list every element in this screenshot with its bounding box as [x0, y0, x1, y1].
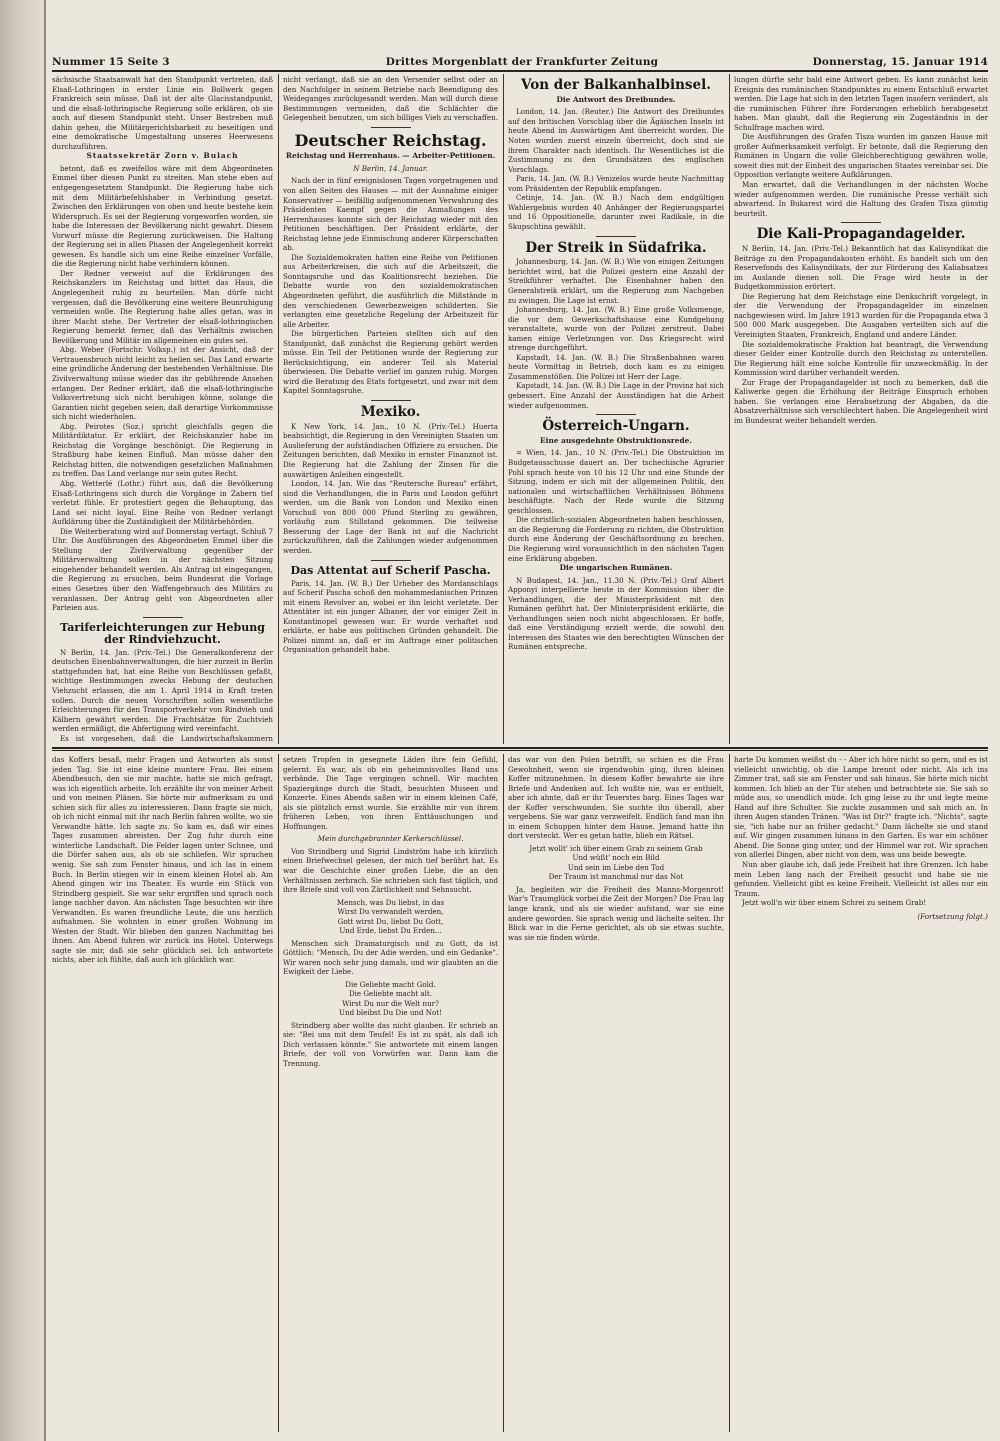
paragraph: setzen Tropfen in gesegnete Läden ihre fein Gefühl, gelernt. Es war, als ob ein geheimnisvolles Band uns verbände. Die Tage vergingen schnell. Wir machten Spaziergänge durch die Stadt, besuchten Museen und Konzerte. Eines Abends saßen wir in einem kleinen Café, als sie plötzlich ernst wurde. Sie erzählte mir von ihrem früheren Leben, von ihren Enttäuschungen und Hoffnungen.: [283, 755, 498, 831]
section-divider: [371, 400, 411, 401]
article-headline: Die Kali-Propagandagelder.: [756, 226, 966, 243]
poem-line: Und sein im Liebe den Tod: [567, 862, 665, 872]
article-headline: Der Streik in Südafrika.: [525, 239, 707, 256]
paragraph: Die Sozialdemokraten hatten eine Reihe von Petitionen aus Arbeiterkreisen, die sich auf die Arbeitszeit, die Sonntagsruhe und das Koalitionsrecht beziehen. Die Debatte wurde von den sozialdemokratischen Abgeordneten geführt, die ausführlich die Mißstände in den verschiedenen Gewerbezweigen schilderten. Sie verlangten eine gesetzliche Regelung der Arbeitszeit für alle Arbeiter.: [283, 252, 498, 329]
paragraph: das war von den Polen betrifft, so schien es die Frau Gewohnheit, wenn sie irgendwohin ging, ihren kleinen Koffer mitzunehmen. In diesem Koffer bewahrte sie ihre Briefe und Andenken auf. Ich wußte nie, was er enthielt, aber ich ahnte, daß er ihr Teuerstes barg. Eines Tages war der Koffer verschwunden. Sie suchte ihn überall, aber vergebens. Sie war ganz verzweifelt. Endlich fand man ihn in einem Schuppen hinter dem Hause. Jemand hatte ihn dort versteckt. Wer es getan hatte, blieb ein Rätsel.: [508, 755, 724, 841]
paragraph: Strindberg aber wollte das nicht glauben. Er schrieb an sie: "Bei uns mit dem Teufel! Es ist zu spät, als daß ich Dich verlassen könnte." Sie antwortete mit einem langen Briefe, der voll von Vorwürfen war. Dann kam die Trennung.: [283, 1020, 498, 1069]
paragraph: Johannesburg, 14. Jan. (W. B.) Eine große Volksmenge, die vor dem Gewerkschaftshause eine Kundgebung veranstaltete, wurde von der Polizei zerstreut. Dabei kamen einige Verletzungen vor. Das Kriegsrecht wird strenge durchgeführt.: [508, 305, 724, 353]
poem-line: Die Geliebte macht alt.: [348, 989, 433, 999]
poem-line: Jetzt wollt' ich über einem Grab zu seinem Grab: [529, 843, 703, 853]
paragraph: N Berlin, 14. Jan. (Priv.-Tel.) Die Generalkonferenz der deutschen Eisenbahnverwaltungen, die hier zurzeit in Berlin stattgefunden hat, hat eine Reihe von Beschlüssen gefaßt, wichtige Bestimmungen zwecks Hebung der deutschen Viehzucht erlassen, die am 1. April 1914 in Kraft treten sollen. Durch die neuen Vorschriften sollen wesentliche Erleichterungen für den Transportverkehr von Rindvieh und Kälbern gewährt werden. Die Frachtsätze für Zuchtvieh werden ermäßigt, die Abfertigung wird vereinfacht.: [52, 647, 273, 734]
paragraph: Nach der in fünf ereignislosen Tagen vorgetragenen und von allen Seiten des Hauses — mit der Ausnahme einiger Konservativer — beifällig aufgenommenen Verwahrung des Präsidenten Kaempf gegen die Anmaßungen des Herrenhauses konnte sich der Reichstag wieder mit den Petitionen beschäftigen. Der Präsident erklärte, der Reichstag lehne jede Einmischung anderer Körperschaften ab.: [283, 176, 498, 253]
poem-line: Wirst Du nur die Welt nur?: [342, 998, 439, 1008]
poem-line: Gott wirst Du, liebst Du Gott,: [337, 916, 444, 926]
column-rule: [503, 754, 504, 1432]
section-divider: [371, 127, 411, 128]
column-rule: [503, 74, 504, 744]
article-column-1: [52, 75, 273, 743]
paragraph: lungen dürfte sehr bald eine Antwort geben. Es kann zunächst kein Ereignis des rumänischen Standpunktes zu einem Entschluß erwartet werden. Die Lage hat sich in den letzten Tagen insofern verändert, als die rumänischen Führer ihre Forderungen erheblich herabgesetzt haben. Man glaubt, daß die Regierung ein Zugeständnis in der Schulfrage machen wird.: [734, 75, 988, 132]
paragraph: London, 14. Jan. (Reuter.) Die Antwort des Dreibundes auf den britischen Vorschlag über die Ägäischen Inseln ist heute Abend im Auswärtigen Amt überreicht worden. Die Noten wurden zuerst einzeln überreicht, doch sind sie ihrem Charakter nach identisch. Ihr Wesentliches ist die Zustimmung zu den Grundsätzen des englischen Vorschlags.: [508, 107, 724, 174]
poem-line: Wirst Du verwandelt werden,: [337, 907, 444, 917]
continuation-note: (Fortsetzung folgt.): [917, 911, 988, 921]
paragraph: Man erwartet, daß die Verhandlungen in der nächsten Woche wieder aufgenommen werden. Die rumänische Presse verhält sich abwartend. In Bukarest wird die Haltung des Grafen Tisza günstig beurteilt.: [734, 180, 988, 218]
paragraph: Zur Frage der Propagandagelder ist noch zu bemerken, daß die Kaliwerke gegen die Erhöhung der Beiträge Einspruch erhoben haben. Sie verlangen eine Herabsetzung der Abgaben, da die Absatzverhältnisse sich verschlechtert haben. Die Angelegenheit wird im Bundesrat weiter behandelt werden.: [734, 377, 988, 425]
poem-line: Und bleibst Du Die und Not!: [339, 1008, 442, 1018]
poem-stanza: [508, 844, 724, 882]
article-subheading: Reichstag und Herrenhaus. — Arbeiter-Petitionen.: [285, 151, 496, 161]
article-headline: Deutscher Reichstag.: [294, 130, 487, 150]
section-divider: [841, 222, 881, 223]
feuilleton-column-4: [734, 755, 988, 1431]
paragraph: K New York, 14. Jan., 10 N. (Priv.-Tel.) Huerta beabsichtigt, die Regierung in den Vereinigten Staaten um Auslieferung der aufständischen Offiziere zu ersuchen. Die Zeitungen berichten, daß Mexiko in ernster Finanznot ist. Die Regierung hat die Zahlung der Zinsen für die auswärtigen Anleihen eingestellt.: [283, 421, 498, 479]
feuilleton-column-1: [52, 755, 273, 1431]
paragraph: Paris, 14. Jan. (W. B.) Venizelos wurde heute Nachmittag vom Präsidenten der Republik empfangen.: [508, 174, 724, 193]
paragraph: Die Weiterberatung wird auf Donnerstag vertagt. Schluß 7 Uhr. Die Ausführungen des Abgeordneten Emmel über die Stellung der Zivilverwaltung gegenüber der Militärverwaltung sollen in der nächsten Sitzung eingehender behandelt werden. Als Antrag ist eingegangen, die Regierung zu ersuchen, beim Bundesrat die Vorlage eines Gesetzes über den Waffengebrauch des Militärs zu veranlassen. Der Antrag geht von Abgeordneten aller Parteien aus.: [52, 526, 273, 613]
paragraph: Cetinje, 14. Jan. (W. B.) Nach dem endgültigen Wahlergebnis wurden 40 Anhänger der Regierungspartei und 16 Oppositionelle, darunter zwei Radikale, in die Skupschtina gewählt.: [508, 193, 724, 231]
poem-line: Und wüßt' noch ein Bild: [572, 853, 660, 863]
poem-line: Und Erde, liebst Du Erden...: [339, 926, 442, 936]
issue-date: Donnerstag, 15. Januar 1914: [812, 56, 988, 68]
article-headline: Tariferleichterungen zur Hebung der Rindviehzucht.: [60, 620, 265, 646]
section-divider: [371, 560, 411, 561]
masthead-rule: [52, 70, 988, 72]
paragraph: Die christlich-sozialen Abgeordneten haben beschlossen, an die Regierung die Forderung zu richten, die Obstruktion durch eine Änderung der Geschäftsordnung zu brechen. Die Regierung wird voraussichtlich in den nächsten Tagen eine Erklärung abgeben.: [508, 515, 724, 563]
section-subtitle: Mein durchgebrannter Kerkerschlüssel.: [317, 834, 464, 844]
article-column-4: [734, 75, 988, 743]
paragraph: Die Regierung hat dem Reichstage eine Denkschrift vorgelegt, in der die Verwendung der Propagandagelder im einzelnen nachgewiesen wird. Im Jahre 1913 wurden für die Propaganda etwa 3 500 000 Mark ausgegeben. Die Ausgaben verteilten sich auf die Vereinigten Staaten, Frankreich, England und andere Länder.: [734, 291, 988, 339]
paragraph: N Berlin, 14. Jan. (Priv.-Tel.) Bekanntlich hat das Kalisyndikat die Beiträge zu den Propagandakosten erhöht. Es handelt sich um den Reservefonds des Kalisyndikats, der zur Förderung des Kaliabsatzes im Auslande dienen soll. Die Frage wird heute in der Budgetkommission erörtert.: [734, 244, 988, 292]
section-divider: [143, 617, 183, 618]
column-rule: [729, 754, 730, 1432]
poem-stanza: [283, 898, 498, 936]
feuilleton-divider: [52, 747, 988, 749]
column-rule: [278, 74, 279, 744]
poem-line: Mensch, was Du liebst, in das: [336, 897, 445, 907]
article-subheading: Eine ausgedehnte Obstruktionsrede.: [540, 435, 692, 445]
poem-line: Die Geliebte macht Gold.: [345, 979, 436, 989]
paragraph: London, 14. Jan. Wie das "Reutersche Bureau" erfährt, sind die Verhandlungen, die in Paris und London geführt werden, um die Bank von London und Mexiko einen Vorschuß von 800 000 Pfund Sterling zu gewähren, vorläufig zum Stillstand gekommen. Die teilweise Besserung der Lage der Bank ist auf die Nachricht zurückzuführen, daß die Zahlungen wieder aufgenommen werden.: [283, 479, 498, 555]
feuilleton-divider: [52, 750, 988, 751]
column-rule: [278, 754, 279, 1432]
section-divider: [596, 236, 636, 237]
newspaper-page: [52, 56, 988, 1436]
article-headline: Das Attentat auf Scherif Pascha.: [290, 563, 491, 577]
paragraph: Paris, 14. Jan. (W. B.) Der Urheber des Mordanschlags auf Scherif Pascha schoß den mohammedanischen Prinzen mit einem Revolver an, wobei er ihn leicht verletzte. Der Attentäter ist ein junger Albaner, der vor einiger Zeit in Konstantinopel gewesen war. Er wurde verhaftet und erklärte, er habe aus politischen Gründen gehandelt. Die Polizei nimmt an, daß er im Auftrage einer politischen Organisation gehandelt habe.: [283, 578, 498, 655]
dateline: N Berlin, 14. Januar.: [353, 163, 428, 173]
paragraph: Ja, begleiten wir die Freiheit des Manns-Morgenrot! War's Traumglück vorbei die Zeit der Morgen? Die Frau lag lange krank, und als sie wieder aufstand, war sie eine andere geworden. Sie sprach wenig und lächelte selten. Ihr Blick war in die Ferne gerichtet, als ob sie etwas suchte, was sie nie finden würde.: [508, 884, 724, 942]
paragraph: betont, daß es zweifellos wäre mit dem Abgeordneten Emmel über diesen Punkt zu streiten. Man stehe eben auf entgegengesetztem Standpunkt. Die Regierung habe sich mit dem Militärbefehlshaber in Verbindung gesetzt. Zwischen den Erklärungen von oben und heute bestehe kein Widerspruch. Es sei der Regierung vorgeworfen worden, sie habe die Interessen der Bevölkerung nicht gewahrt. Diesem Vorwurf müsse die Regierung zurückweisen. Die Haltung der Regierung sei in allen Phasen der Angelegenheit korrekt gewesen. Es handle sich um eine Reihe einzelner Vorfälle, die die Regierung nicht habe verhindern können.: [52, 163, 273, 269]
paragraph: das Koffers besaß, mehr Fragen und Antworten als sonst jeden Tag. Sie ist eine kleine muntere Frau. Bei einem Abendbesuch, den sie mir machte, hatte sie mich gefragt, was ich eigentlich arbeite. Ich erzählte ihr von meiner Arbeit und von meinen Plänen. Sie hörte mir aufmerksam zu und schien sich für alles zu interessieren. Dann fragte sie mich, ob ich nicht einmal mit ihr nach Berlin fahren wollte, wo sie Verwandte hätte. Ich sagte zu. So kam es, daß wir eines Tages zusammen abreisten. Der Zug fuhr durch eine winterliche Landschaft. Die Felder lagen unter Schnee, und die Dörfer sahen aus, als ob sie schliefen. Wir sprachen wenig. Sie sah zum Fenster hinaus, und ich las in einem Buch. In Berlin stiegen wir in einem kleinen Hotel ab. Am Abend gingen wir ins Theater. Es wurde ein Stück von Strindberg gespielt. Sie war sehr ergriffen und sprach noch lange nachher davon. Am nächsten Tage besuchten wir ihre Verwandten. Es waren freundliche Leute, die uns herzlich aufnahmen. Sie wohnten in einer großen Wohnung im Westen der Stadt. Wir blieben den ganzen Nachmittag bei ihnen. Am Abend fuhren wir zurück ins Hotel. Unterwegs sagte sie mir, daß sie sehr glücklich sei. Ich antwortete nichts, aber ich fühlte, daß auch ich glücklich war.: [52, 755, 273, 965]
paragraph: Kapstadt, 14. Jan. (W. B.) Die Lage in der Provinz hat sich gebessert. Eine Anzahl der Ausständigen hat die Arbeit wieder aufgenommen.: [508, 381, 724, 410]
poem-stanza: [283, 980, 498, 1018]
article-headline: Österreich-Ungarn.: [542, 418, 690, 435]
feuilleton-column-3: [508, 755, 724, 1431]
paragraph: Abg. Weber (Fortschr. Volksp.) ist der Ansicht, daß der Vertrauensbruch nicht leicht zu heilen sei. Das Land erwarte eine gründliche Änderung der bestehenden Verhältnisse. Die Zivilverwaltung müsse wieder das ihr gebührende Ansehen erlangen. Der Redner erklärt, daß die elsaß-lothringische Volksvertretung sich nicht beruhigen könne, solange die Garantien nicht gegeben seien, daß derartige Vorkommnisse sich nicht wiederholen.: [52, 345, 273, 422]
section-divider: [596, 414, 636, 415]
paragraph: = Wien, 14. Jan., 10 N. (Priv.-Tel.) Die Obstruktion im Budgetausschusse dauert an. Der tschechische Agrarier Pohl sprach heute von 10 bis 12 Uhr und eine Stunde der Sitzung, indem er sich mit der allgemeinen Politik, den nationalen und wirtschaftlichen Verhältnissen Böhmens beschäftigte. Nach der Rede wurde die Sitzung geschlossen.: [508, 448, 724, 515]
article-subheading: Die ungarischen Rumänen.: [559, 563, 673, 573]
newspaper-title: Drittes Morgenblatt der Frankfurter Zeitung: [385, 56, 659, 68]
article-column-2: [283, 75, 498, 743]
paragraph: Die sozialdemokratische Fraktion hat beantragt, die Verwendung dieser Gelder einer Kontrolle durch den Reichstag zu unterstellen. Die Regierung hält eine solche Kontrolle für unzweckmäßig. In der Kommission wird darüber verhandelt werden.: [734, 339, 988, 378]
article-column-3: [508, 75, 724, 743]
paragraph: Der Redner verweist auf die Erklärungen des Reichskanzlers im Reichstag und bittet das Haus, die Angelegenheit ruhig zu beurteilen. Man dürfe nicht vergessen, daß die Bevölkerung eine weitere Beunruhigung vermeiden wolle. Die Regierung habe alles getan, was in ihrer Macht stehe. Der Vertreter der elsaß-lothringischen Regierung bemerkt ferner, daß das Verhältnis zwischen Bevölkerung und Militär im allgemeinen ein gutes sei.: [52, 268, 273, 345]
article-subheading: Die Antwort des Dreibundes.: [556, 94, 676, 104]
paragraph: Von Strindberg und Sigrid Lindström habe ich kürzlich einen Briefwechsel gelesen, der mich tief berührt hat. Es war die Geschichte einer großen Liebe, die an den Verhältnissen zerbrach. Sie schrieben sich fast täglich, und ihre Briefe sind voll von Zärtlichkeit und Sehnsucht.: [283, 846, 498, 895]
article-headline: Mexiko.: [360, 404, 421, 420]
paragraph: Johannesburg, 14. Jan. (W. B.) Wie von einigen Zeitungen berichtet wird, hat die Polizei gestern eine Anzahl der Streikführer verhaftet. Die Eisenbahner haben den Generalstreik erklärt, um die Regierung zum Nachgeben zu zwingen. Die Lage ist ernst.: [508, 257, 724, 305]
speaker-name: Staatssekretär Zorn v. Bulach: [86, 151, 239, 161]
paragraph: N Budapest, 14. Jan., 11.30 N. (Priv.-Tel.) Graf Albert Apponyi interpellierte heute in der Kommission über die Verhandlungen, die der Ministerpräsident mit den Rumänen geführt hat. Der Ministerpräsident erklärte, die Verhandlungen seien noch nicht abgeschlossen. Er hoffe, daß eine Verständigung erzielt werde, die sowohl den Interessen des Staates wie den berechtigten Wünschen der Rumänen entspreche.: [508, 575, 724, 652]
paragraph: Die bürgerlichen Parteien stellten sich auf den Standpunkt, daß zunächst die Regierung gehört werden müsse. Ein Teil der Petitionen wurde der Regierung zur Berücksichtigung, ein anderer Teil als Material überwiesen. Die Debatte verlief im ganzen ruhig. Morgen wird die Beratung des Etats fortgesetzt, und zwar mit dem Kapitel Sonntagsruhe.: [283, 329, 498, 396]
article-headline: Von der Balkanhalbinsel.: [521, 77, 711, 93]
feuilleton-column-2: [283, 755, 498, 1431]
paragraph: Es ist vorgesehen, daß die Landwirtschaftskammern: [60, 733, 273, 743]
paragraph: sächsische Staatsanwalt hat den Standpunkt vertreten, daß Elsaß-Lothringen in erster Linie ein Bollwerk gegen Frankreich sein müsse. Daß ist der alte Glacisstandpunkt, und die elsaß-lothringische Regierung solle erklären, ob sie auch auf diesem Standpunkt steht. Unser Bestreben muß dahin gehen, die Militärgerichtsbarkeit zu beseitigen und eine demokratische Umgestaltung unseres Heerwesens durchzuführen.: [52, 75, 273, 151]
paragraph: Abg. Peirotes (Soz.) spricht gleichfalls gegen die Militärdiktatur. Er erklärt, der Reichskanzler habe im Reichstag die Vorgänge beschönigt. Die Regierung in Straßburg habe keinen Einfluß. Man müsse daher den Reichstag bitten, die notwendigen gesetzlichen Maßnahmen zu treffen. Das Land verlange nur sein gutes Recht.: [52, 421, 273, 479]
paragraph: harte Du kommen weißst du - - Aber ich höre nicht so gern, und es ist vielleicht unwichtig, ob die Lampe brennt oder nicht. Als ich ins Zimmer trat, saß sie am Fenster und sah hinaus. Sie hörte mich nicht kommen. Ich blieb an der Tür stehen und betrachtete sie. Sie sah so müde aus, so unendlich müde. Ich ging leise zu ihr und legte meine Hand auf ihre Schulter. Sie zuckte zusammen und sah mich an. In ihren Augen standen Tränen. "Was ist Dir?" fragte ich. "Nichts", sagte sie, "ich habe nur an früher gedacht." Dann lächelte sie und stand auf. Wir gingen zusammen hinaus in den Garten. Es war ein schöner Abend. Die Sonne ging unter, und der Himmel war rot. Wir sprachen von allerlei Dingen, aber nicht von dem, was uns beide bewegte.: [734, 755, 988, 860]
paragraph: Menschen sich Dramaturgisch und zu Gott, da ist Göttlich: "Mensch, Du der Adie werden, und ein Gedanke". Wir waren noch sehr jung damals, und wir glaubten an die Ewigkeit der Liebe.: [283, 938, 498, 977]
page-fold-edge: [44, 0, 46, 1441]
page-number-label: Nummer 15 Seite 3: [52, 56, 170, 68]
paragraph: nicht verlangt, daß sie an den Versender selbst oder an den Nachfolger in seinem Betriebe nach Beendigung des Weideganges zurückgesandt werden. Man will durch diese Bestimmungen vermeiden, daß die Schlächter die Gelegenheit benutzen, um sich billiges Vieh zu verschaffen.: [283, 75, 498, 123]
paragraph: Jetzt woll'n wir über einem Schrei zu seinem Grab!: [742, 898, 927, 908]
paragraph: Nun aber glaube ich, daß jede Freiheit hat ihre Grenzen. Ich habe mein Leben lang nach der Freiheit gesucht und habe sie nie gefunden. Vielleicht gibt es keine Freiheit. Vielleicht ist alles nur ein Traum.: [734, 860, 988, 898]
column-rule: [729, 74, 730, 744]
paragraph: Die Ausführungen des Grafen Tisza wurden im ganzen Hause mit großer Aufmerksamkeit verfolgt. Er betonte, daß die Regierung den Rumänen in Ungarn die volle Gleichberechtigung gewähren wolle, soweit dies mit der Einheit des ungarischen Staates vereinbar sei. Die Opposition verlangte weitere Aufklärungen.: [734, 132, 988, 180]
poem-line: Der Traum ist manchmal nur das Not: [548, 872, 684, 882]
paragraph: Kapstadt, 14. Jan. (W. B.) Die Straßenbahnen waren heute Vormittag in Betrieb, doch kam es zu einigen Zusammenstößen. Die Polizei ist Herr der Lage.: [508, 352, 724, 381]
page-fold-shadow: [0, 0, 46, 1441]
paragraph: Abg. Wetterlé (Lothr.) führt aus, daß die Bevölkerung Elsaß-Lothringens sich durch die Vorgänge in Zabern tief verletzt fühle. Er protestiert gegen die Behauptung, das Land sei nicht loyal. Eine Reihe von Redner verlangt Aufklärung über die Zuständigkeit der Militärbehörden.: [52, 478, 273, 527]
